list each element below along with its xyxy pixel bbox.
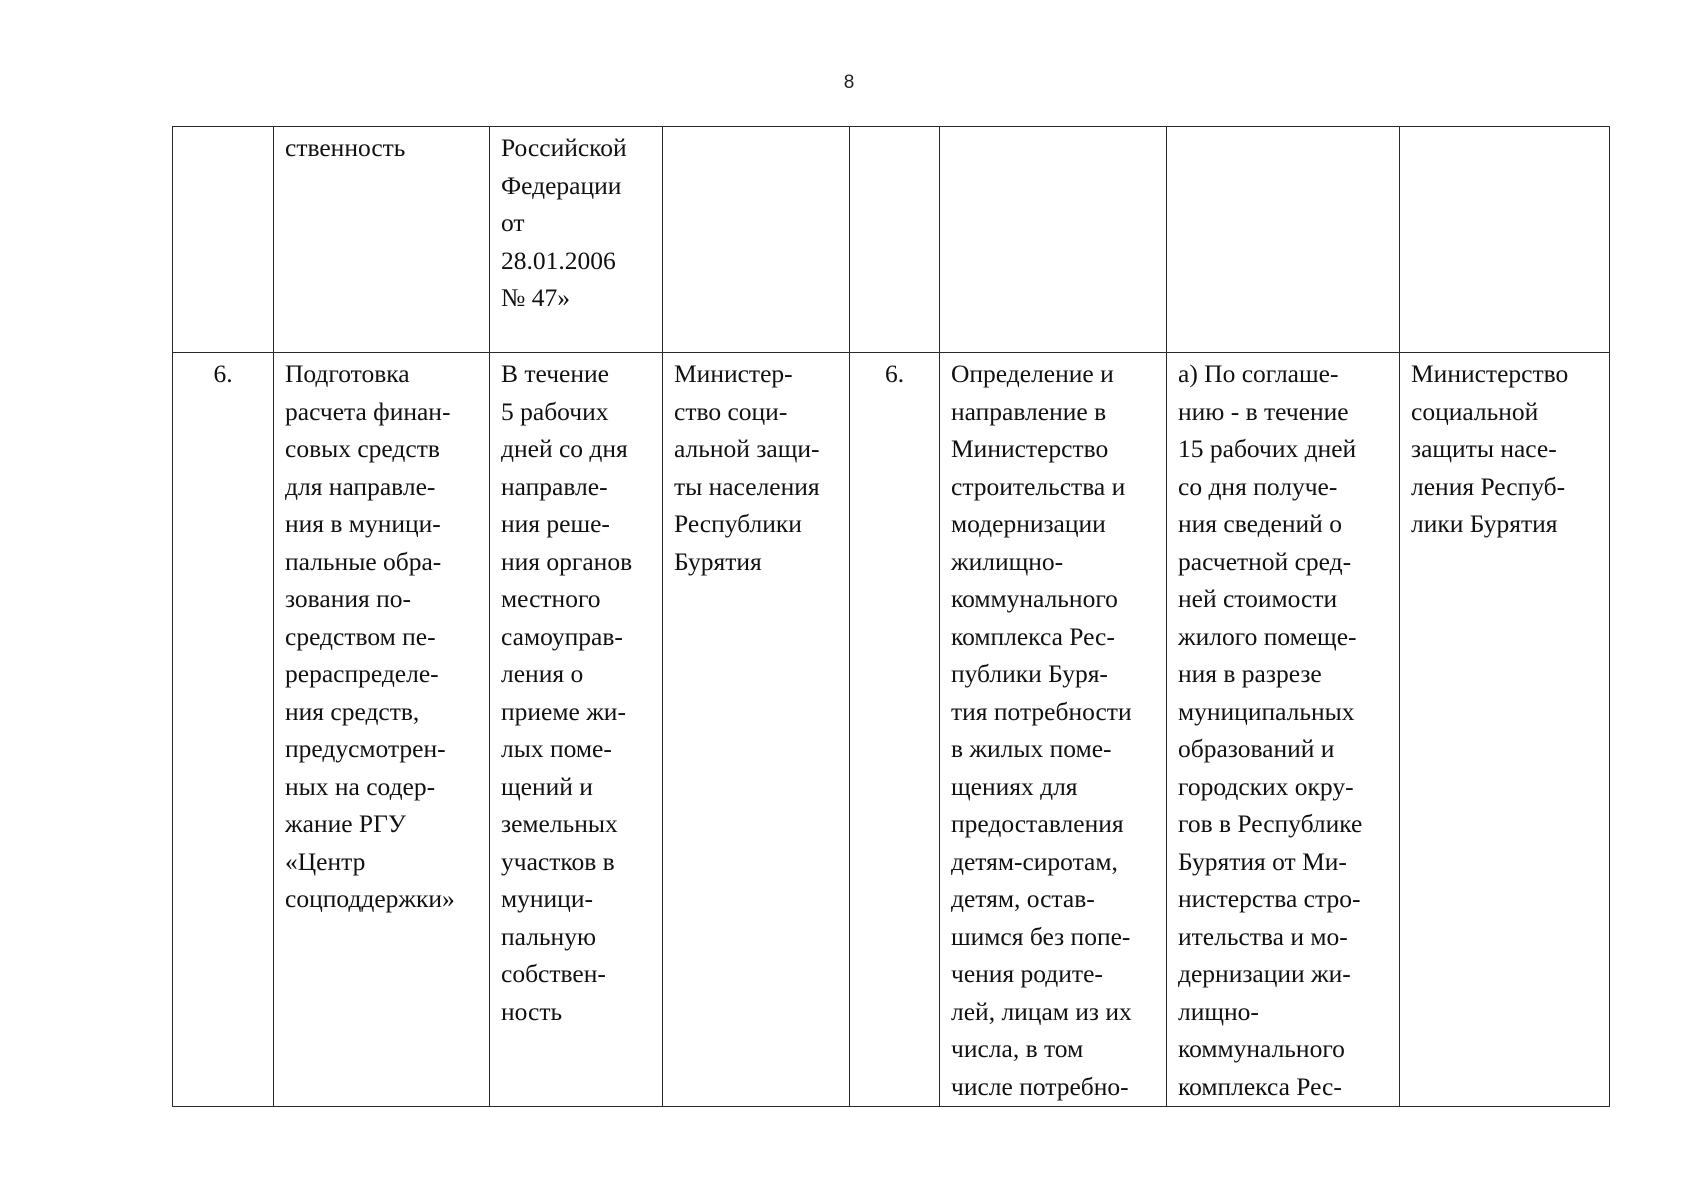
cell-deadline-2: а) По соглаше- нию - в течение 15 рабочих дней со дня получе- ния сведений о расчетной сред- ней стоимости жилого помеще- ния в разрезе муниципальных образований и городских окру- гов в Республике Бурятия от Ми- нистерства стро- ительства и мо- дернизации жи- лищно- коммунального комплекса Рес-	[1167, 353, 1400, 1107]
cell-action: Подготовка расчета финан- совых средств для направле- ния в муници- пальные обра- зования по- средством пе- рераспределе- ния средств, предусмотрен- ных на содер- жание РГУ «Центр соцподдержки»	[274, 353, 490, 1107]
cell-deadline: Российской Федерации от 28.01.2006 № 47»	[490, 127, 663, 353]
cell-number: 6.	[173, 353, 274, 1107]
cell-responsible-2: Министерство социальной защиты насе- ления Респуб- лики Бурятия	[1400, 353, 1610, 1107]
cell-action-2: Определение и направление в Министерство строительства и модернизации жилищно- коммунального комплекса Рес- публики Буря- тия потребности в жилых поме- щениях для предоставления детям-сиротам, детям, остав- шимся без попе- чения родите- лей, лицам из их числа, в том числе потребно-	[940, 353, 1167, 1107]
cell-deadline: В течение 5 рабочих дней со дня направле- ния реше- ния органов местного самоуправ- ления о приеме жи- лых поме- щений и земельных участков в муници- пальную собствен- ность	[490, 353, 663, 1107]
table-row	[173, 353, 1610, 1107]
cell-number-2: 6.	[850, 353, 940, 1107]
cell-number-2	[850, 127, 940, 353]
cell-action: ственность	[274, 127, 490, 353]
cell-responsible: Министер- ство соци- альной защи- ты населения Республики Бурятия	[663, 353, 850, 1107]
page-number: 8	[843, 72, 855, 93]
cell-action-2	[940, 127, 1167, 353]
cell-responsible-2	[1400, 127, 1610, 353]
cell-deadline-2	[1167, 127, 1400, 353]
cell-number	[173, 127, 274, 353]
table-row	[173, 127, 1610, 353]
document-table	[172, 126, 1610, 1107]
cell-responsible	[663, 127, 850, 353]
